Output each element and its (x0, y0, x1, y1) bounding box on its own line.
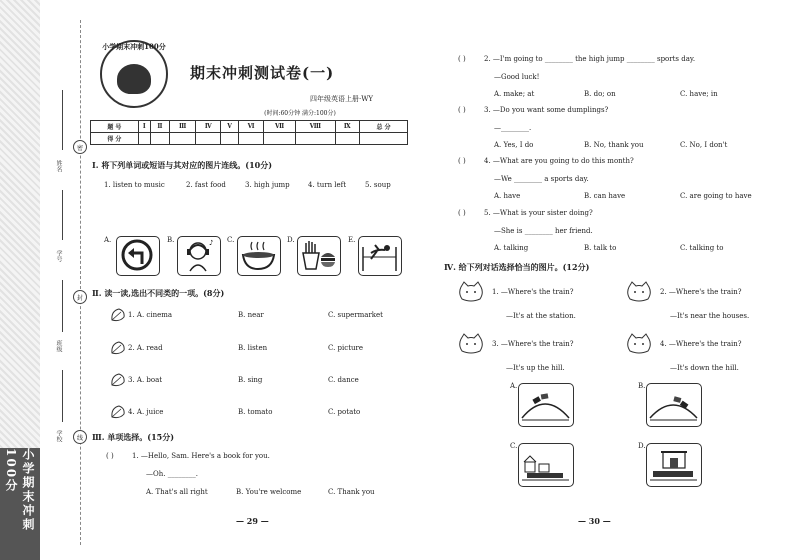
s3-q2-opt-b: B. do; on (584, 90, 616, 98)
s3-q3-bracket[interactable]: ( ) (458, 106, 466, 114)
s2-q2-c: C. picture (328, 344, 364, 352)
class-field-label: 班级 (55, 340, 62, 352)
seal-mark-1: 密 (73, 140, 87, 154)
s4-d1-answer: —It's at the station. (506, 312, 576, 320)
s3-q5-line1: 5. —What is your sister doing? (484, 209, 593, 217)
s1-item-5: 5. soup (365, 181, 391, 189)
s3-q1-line2: —Oh. ________. (146, 470, 198, 478)
score-head-4: Ⅳ (196, 121, 221, 133)
s1-pic-label-d: D. (287, 236, 295, 244)
name-field-label: 姓名 (55, 160, 62, 172)
section1-heading: Ⅰ. 将下列单词或短语与其对应的图片连线。(10分) (92, 160, 273, 170)
s4-pic-label-b: B. (638, 382, 646, 390)
s4-pic-label-d: D. (638, 442, 646, 450)
s1-pic-label-c: C. (227, 236, 235, 244)
score-cell[interactable] (239, 133, 264, 145)
s2-q1-c: C. supermarket (328, 311, 383, 319)
score-table (90, 120, 408, 145)
leaf-icon (110, 341, 126, 355)
train-near-houses-picture[interactable] (518, 443, 574, 487)
s3-q1-bracket[interactable]: ( ) (106, 452, 114, 460)
train-hill-icon (647, 384, 700, 425)
score-head-9: Ⅸ (335, 121, 360, 133)
grade-label: 四年级英语上册·WY (310, 95, 374, 103)
name-field-line[interactable] (62, 90, 63, 150)
s4-d4-answer: —It's down the hill. (670, 364, 739, 372)
s3-q5-line2: —She is ________ her friend. (494, 227, 593, 235)
section3-heading: Ⅲ. 单项选择。(15分) (92, 432, 175, 442)
score-cell[interactable] (138, 133, 150, 145)
school-field-line[interactable] (62, 370, 63, 422)
s1-pic-label-a: A. (104, 236, 112, 244)
s3-q5-opt-a: A. talking (494, 244, 529, 252)
s3-q2-opt-a: A. make; at (494, 90, 535, 98)
s3-q4-opt-b: B. can have (584, 192, 626, 200)
score-cell[interactable] (264, 133, 296, 145)
burger-fries-icon (298, 237, 339, 274)
badge-text: 小学期末冲刺100分 (102, 42, 166, 51)
s3-q3-opt-a: A. Yes, I do (494, 141, 534, 149)
s4-d2-question: 2. —Where's the train? (660, 288, 742, 296)
s1-item-4: 4. turn left (308, 181, 347, 189)
train-at-station-picture[interactable] (646, 443, 702, 487)
student-id-field-label: 学号 (55, 250, 62, 262)
s1-pic-label-b: B. (167, 236, 175, 244)
s2-q4-a: 4. A. juice (128, 408, 164, 416)
score-cell[interactable] (296, 133, 335, 145)
strip-brand-text: 小学期末冲刺100分 (0, 448, 40, 560)
s3-q1-opt-c: C. Thank you (328, 488, 375, 496)
s1-item-1: 1. listen to music (104, 181, 165, 189)
s1-item-2: 2. fast food (186, 181, 226, 189)
s3-q3-line2: —________. (494, 124, 532, 132)
s3-q5-opt-c: C. talking to (680, 244, 724, 252)
listen-music-picture[interactable] (177, 236, 221, 276)
train-station-icon (647, 444, 700, 485)
s2-q1-b: B. near (238, 311, 264, 319)
badge-emblem (117, 64, 151, 94)
s1-item-3: 3. high jump (245, 181, 290, 189)
s3-q2-line2: —Good luck! (494, 73, 540, 81)
s3-q3-opt-b: B. No, thank you (584, 141, 644, 149)
cat-face-icon (458, 281, 484, 303)
s4-d3-answer: —It's up the hill. (506, 364, 565, 372)
score-cell[interactable] (196, 133, 221, 145)
section4-heading: Ⅳ. 给下列对话选择恰当的图片。(12分) (444, 262, 590, 272)
class-field-line[interactable] (62, 280, 63, 332)
cat-face-icon (458, 333, 484, 355)
s2-q3-c: C. dance (328, 376, 359, 384)
s3-q2-bracket[interactable]: ( ) (458, 55, 466, 63)
s3-q4-line2: —We ________ a sports day. (494, 175, 589, 183)
s2-q3-b: B. sing (238, 376, 263, 384)
fast-food-picture[interactable] (297, 236, 341, 276)
score-head-1: Ⅰ (138, 121, 150, 133)
page-number-right: — 30 — (578, 516, 611, 526)
music-listener-icon (178, 237, 219, 274)
score-cell[interactable] (170, 133, 196, 145)
s1-pic-label-e: E. (348, 236, 356, 244)
s4-d1-question: 1. —Where's the train? (492, 288, 574, 296)
s3-q2-line1: 2. —I'm going to ________ the high jump ________ sports day. (484, 55, 696, 63)
score-head-2: Ⅱ (150, 121, 169, 133)
s3-q4-opt-c: C. are going to have (680, 192, 752, 200)
cat-face-icon (626, 333, 652, 355)
s4-d3-question: 3. —Where's the train? (492, 340, 574, 348)
s4-d4-question: 4. —Where's the train? (660, 340, 742, 348)
train-up-hill-picture[interactable] (518, 383, 574, 427)
score-head-6: Ⅵ (239, 121, 264, 133)
score-cell[interactable] (335, 133, 360, 145)
score-cell[interactable] (150, 133, 169, 145)
student-id-field-line[interactable] (62, 190, 63, 240)
s3-q5-opt-b: B. talk to (584, 244, 617, 252)
score-head-5: Ⅴ (221, 121, 239, 133)
s3-q1-opt-a: A. That's all right (146, 488, 208, 496)
page-title: 期末冲刺测试卷(一) (190, 64, 335, 82)
s4-pic-label-c: C. (510, 442, 518, 450)
soup-bowl-icon (238, 237, 279, 274)
score-row-label: 得 分 (91, 133, 139, 145)
s4-pic-label-a: A. (510, 382, 518, 390)
score-head-total: 总 分 (360, 121, 408, 133)
score-head-3: Ⅲ (170, 121, 196, 133)
time-score-meta: (时间:60分钟 满分:100分) (264, 110, 336, 117)
seal-mark-2: 封 (73, 290, 87, 304)
high-jump-picture[interactable] (358, 236, 402, 276)
score-head-7: Ⅶ (264, 121, 296, 133)
turn-left-icon (117, 237, 158, 274)
s3-q3-line1: 3. —Do you want some dumplings? (484, 106, 609, 114)
score-cell[interactable] (221, 133, 239, 145)
score-cell[interactable] (360, 133, 408, 145)
train-houses-icon (519, 444, 572, 485)
school-field-label: 学校 (55, 430, 62, 442)
score-head-label: 题 号 (91, 121, 139, 133)
s3-q4-opt-a: A. have (494, 192, 521, 200)
page-number-left: — 29 — (236, 516, 269, 526)
cat-face-icon (626, 281, 652, 303)
soup-picture[interactable] (237, 236, 281, 276)
score-head-8: Ⅷ (296, 121, 335, 133)
leaf-icon (110, 405, 126, 419)
high-jumper-icon (359, 237, 400, 274)
s2-q4-c: C. potato (328, 408, 361, 416)
s3-q1-line1: 1. —Hello, Sam. Here's a book for you. (132, 452, 270, 460)
s3-q4-bracket[interactable]: ( ) (458, 157, 466, 165)
train-hill-icon (519, 384, 572, 425)
leaf-icon (110, 373, 126, 387)
s4-d2-answer: —It's near the houses. (670, 312, 750, 320)
train-down-hill-picture[interactable] (646, 383, 702, 427)
s3-q2-opt-c: C. have; in (680, 90, 718, 98)
s2-q2-a: 2. A. read (128, 344, 163, 352)
s2-q1-a: 1. A. cinema (128, 311, 173, 319)
s2-q3-a: 3. A. boat (128, 376, 163, 384)
seal-mark-3: 线 (73, 430, 87, 444)
turn-left-sign-picture[interactable] (116, 236, 160, 276)
s3-q1-opt-b: B. You're welcome (236, 488, 302, 496)
section2-heading: Ⅱ. 读一读,选出不同类的一项。(8分) (92, 288, 225, 298)
s2-q2-b: B. listen (238, 344, 268, 352)
seal-dashed-line (80, 20, 81, 545)
s2-q4-b: B. tomato (238, 408, 273, 416)
svg-text:♪: ♪ (209, 239, 214, 247)
s3-q4-line1: 4. —What are you going to do this month? (484, 157, 634, 165)
s3-q3-opt-c: C. No, I don't (680, 141, 728, 149)
leaf-icon (110, 308, 126, 322)
s3-q5-bracket[interactable]: ( ) (458, 209, 466, 217)
